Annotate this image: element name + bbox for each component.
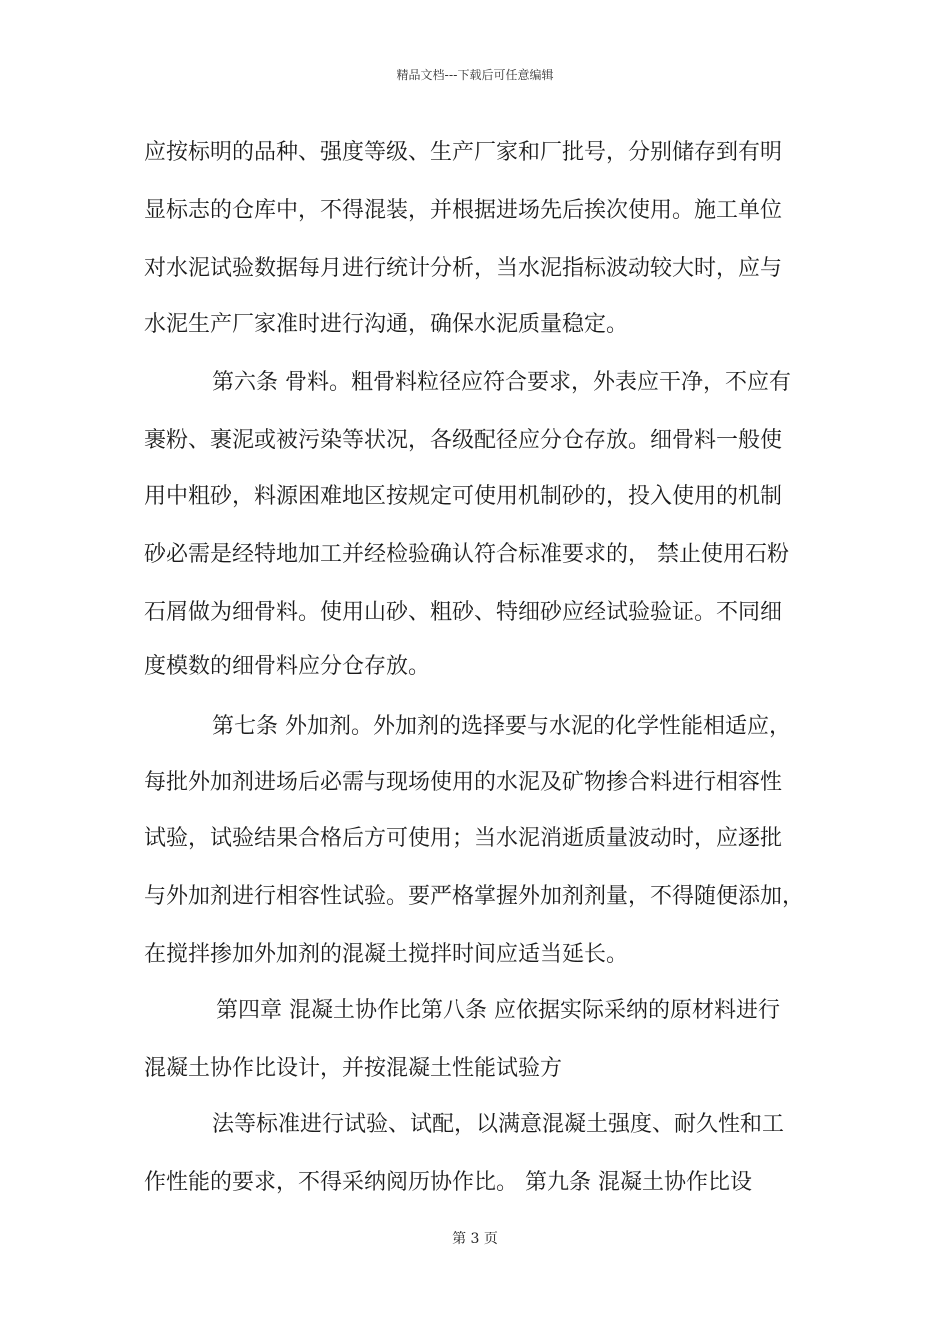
text-line: 水泥生产厂家准时进行沟通，确保水泥质量稳定。 xyxy=(144,312,629,337)
page-header: 精品文档---下载后可任意编辑 xyxy=(396,68,554,82)
text-line: 对水泥试验数据每月进行统计分析，当水泥指标波动较大时，应与 xyxy=(144,256,783,281)
text-line: 在搅拌掺加外加剂的混凝土搅拌时间应适当延长。 xyxy=(144,942,629,967)
text-line: 每批外加剂进场后必需与现场使用的水泥及矿物掺合料进行相容性 xyxy=(144,770,783,795)
text-line: 第四章 混凝土协作比第八条 应依据实际采纳的原材料进行 xyxy=(216,998,780,1023)
text-line: 混凝土协作比设计，并按混凝土性能试验方 xyxy=(144,1056,563,1081)
text-line: 与外加剂进行相容性试验。要严格掌握外加剂剂量，不得随便添加， xyxy=(144,884,805,909)
text-line: 度模数的细骨料应分仓存放。 xyxy=(144,654,431,679)
text-line: 作性能的要求，不得采纳阅历协作比。 第九条 混凝土协作比设 xyxy=(144,1170,752,1195)
text-line: 应按标明的品种、强度等级、生产厂家和厂批号，分别储存到有明 xyxy=(144,140,783,165)
text-line: 用中粗砂，料源困难地区按规定可使用机制砂的，投入使用的机制 xyxy=(144,484,783,509)
text-line: 试验，试验结果合格后方可使用；当水泥消逝质量波动时，应逐批 xyxy=(144,826,783,851)
text-line: 第六条 骨料。粗骨料粒径应符合要求，外表应干净，不应有 xyxy=(212,370,791,395)
text-line: 显标志的仓库中，不得混装，并根据进场先后挨次使用。施工单位 xyxy=(144,198,783,223)
text-line: 法等标准进行试验、试配，以满意混凝土强度、耐久性和工 xyxy=(212,1112,785,1137)
text-line: 砂必需是经特地加工并经检验确认符合标准要求的， 禁止使用石粉 xyxy=(144,542,789,567)
page-number: 第 3 页 xyxy=(452,1231,498,1247)
text-line: 石屑做为细骨料。使用山砂、粗砂、特细砂应经试验验证。不同细 xyxy=(144,600,783,625)
text-line: 裹粉、裹泥或被污染等状况，各级配径应分仓存放。细骨料一般使 xyxy=(144,428,783,453)
text-line: 第七条 外加剂。外加剂的选择要与水泥的化学性能相适应， xyxy=(212,714,791,739)
